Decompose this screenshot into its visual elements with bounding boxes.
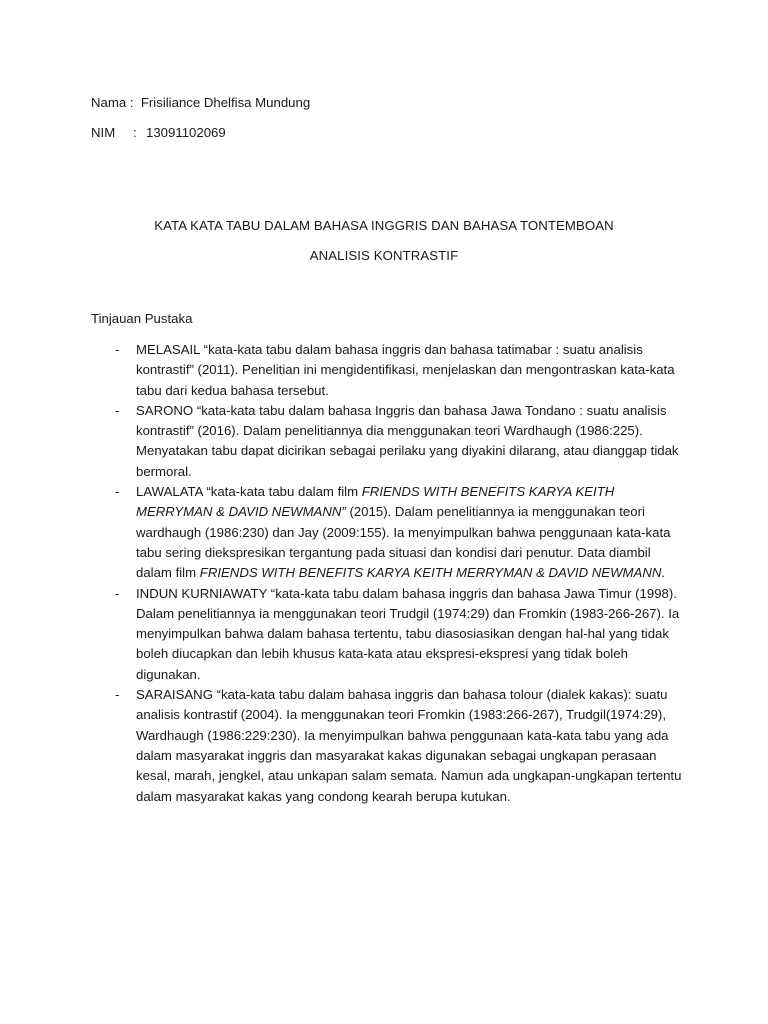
reference-text: SARAISANG “kata-kata tabu dalam bahasa inggris dan bahasa tolour (dialek kakas): suatu analisis kontrastif (2004). Ia menggunakan teori Fromkin (1983:266-267), Trudgil(1974:29), Wardhaugh (1986:229:230). Ia menyimpulkan bahwa penggunaan kata-kata tabu yang ada dalam masyarakat inggris dan masyarakat kakas digunakan sebagai ungkapan perasaan kesal, marah, jengkel, atau unkapan salam semata. Namun ada ungkapan-ungkapan tertentu dalam masyarakat kakas yang condong kearah berupa kutukan. <box>136 687 682 804</box>
name-value: Frisiliance Dhelfisa Mundung <box>140 95 311 110</box>
name-label: Nama : <box>91 95 134 110</box>
reference-item <box>115 584 685 685</box>
reference-item <box>115 482 685 583</box>
name-row <box>91 93 310 113</box>
bullet-dash: - <box>115 585 120 601</box>
bullet-dash: - <box>115 402 120 418</box>
bullet-dash: - <box>115 687 120 703</box>
reference-item <box>115 685 685 807</box>
reference-text: (2015). Dalam penelitiannya ia menggunakan teori wardhaugh (1986:230) dan Jay (2009:155). Ia menyimpulkan bahwa penggunaan kata-kata tabu sering diekspresikan tergantung pada situasi dan kondisi dari penutur. Data diambil dalam film <box>136 504 671 581</box>
reference-italic-title: FRIENDS WITH BENEFITS KARYA KEITH MERRYMAN & DAVID NEWMANN <box>199 565 662 581</box>
section-heading: Tinjauan Pustaka <box>91 311 193 326</box>
nim-value: 13091102069 <box>146 125 226 140</box>
reference-text: SARONO “kata-kata tabu dalam bahasa Inggris dan bahasa Jawa Tondano : suatu analisis kontrastif” (2016). Dalam penelitiannya dia menggunakan teori Wardhaugh (1986:225). Menyatakan tabu dapat dicirikan sebagai perilaku yang diyakini dilarang, atau dianggap tidak bermoral. <box>136 402 679 479</box>
reference-item <box>115 401 685 482</box>
reference-list <box>115 340 685 807</box>
document-title: KATA KATA TABU DALAM BAHASA INGGRIS DAN BAHASA TONTEMBOAN <box>154 218 614 233</box>
bullet-dash: - <box>115 484 120 500</box>
document-subtitle: ANALISIS KONTRASTIF <box>309 248 459 263</box>
reference-italic-title: FRIENDS WITH BENEFITS KARYA KEITH MERRYMAN & DAVID NEWMANN” <box>136 484 615 520</box>
nim-separator: : <box>133 125 137 140</box>
nim-row <box>91 123 226 143</box>
bullet-dash: - <box>115 342 120 357</box>
reference-text: . <box>661 565 666 581</box>
reference-text: INDUN KURNIAWATY “kata-kata tabu dalam bahasa inggris dan bahasa Jawa Timur (1998). Dalam penelitiannya ia menggunakan teori Trudgil (1974:29) dan Fromkin (1983-266-267). Ia menyimpulkan bahwa dalam bahasa tertentu, tabu diasosiasikan dengan hal-hal yang tidak boleh diucapkan dan lebih khusus kata-kata atau ekspresi-ekspresi yang tidak boleh digunakan. <box>136 585 680 682</box>
nim-label: NIM <box>91 125 116 140</box>
reference-text: MELASAIL “kata-kata tabu dalam bahasa inggris dan bahasa tatimabar : suatu analisis kontrastif” (2011). Penelitian ini mengidentifikasi, menjelaskan dan mengontraskan kata-kata tabu dari kedua bahasa tersebut. <box>136 342 675 398</box>
reference-item <box>115 340 685 401</box>
reference-text: LAWALATA “kata-kata tabu dalam film <box>136 484 362 500</box>
